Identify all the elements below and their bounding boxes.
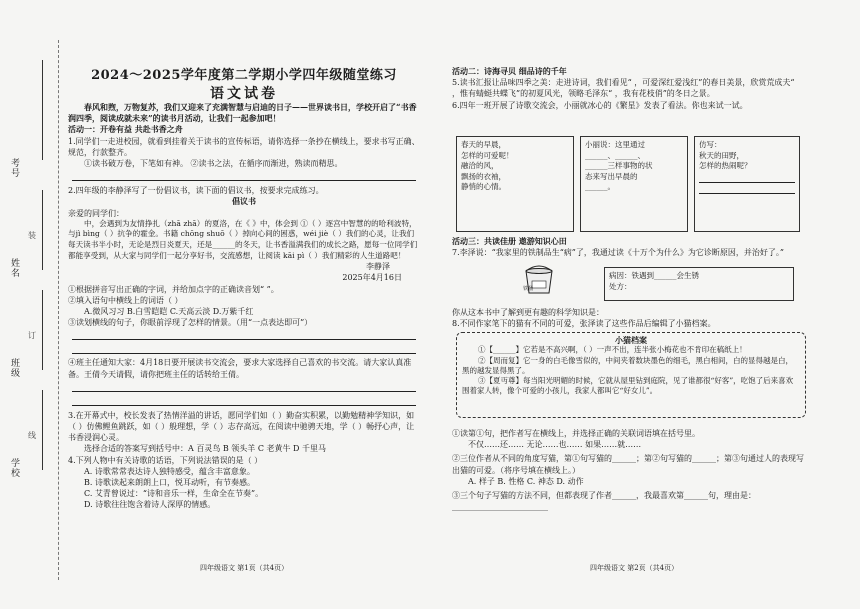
answer-line[interactable] — [72, 394, 416, 406]
diagnosis-prescription: 处方： — [609, 281, 632, 291]
question-4: 4.下列人物中有关诗歌的话语，下列说法错误的是（ ） — [68, 455, 263, 465]
cat-question-1: ①读第①句，把作者写在横线上，并选择正确的关联词语填在括号里。 — [452, 429, 700, 438]
intro-paragraph: 春风和煦，万物复苏，我们又迎来了充满智慧与启迪的日子——世界读书日，学校开启了“书香润四季，阅读成就未来”的读书月活动，让我们一起参加吧！ — [68, 102, 417, 124]
seal-char: 订 — [28, 331, 36, 340]
question-2-2: ②填入语句中横线上的词语（ ） — [68, 295, 183, 305]
binding-write-line — [42, 390, 43, 470]
answer-line[interactable] — [72, 328, 416, 340]
right-page-section-3 — [452, 236, 804, 258]
binding-label-school: 学校 — [9, 458, 19, 478]
answer-line[interactable] — [72, 342, 416, 354]
right-page-section-4 — [452, 307, 804, 329]
question-7-science: 你从这本书中了解到更有趣的科学知识是： — [452, 308, 604, 317]
poem-line: 静悄的心情。 — [461, 182, 506, 191]
subject-title: 语文试卷 — [210, 86, 278, 102]
xiaoli-line[interactable]: ______三样事物的状 — [585, 161, 653, 170]
question-2-3: ③读划横线的句子，你眼前浮现了怎样的情景。（用“一点表达即可”） — [68, 318, 313, 328]
answer-line[interactable] — [72, 169, 416, 181]
question-2: 2.四年级的李静泽写了一份倡议书，读下面的倡议书，按要求完成练习。 — [68, 186, 324, 196]
cat-question-3: ③三个句子写猫的方法不同，但都表现了作者______，我最喜欢第______句，理由是：________________________ — [452, 491, 756, 512]
question-4-option: C. 艾青曾说过：“诗和音乐一样，生命全在节奏”。 — [84, 489, 264, 499]
question-1-options: ①读书破万卷，下笔如有神。 ②读书之法，在循序而渐进，熟读而精思。 — [84, 159, 343, 169]
question-4-option: A. 诗歌常常表达诗人独特感受，蕴含丰富意象。 — [84, 466, 255, 476]
xiaoli-line[interactable]: ______、______、 — [585, 150, 645, 160]
answer-line[interactable] — [699, 183, 795, 194]
letter-greeting: 亲爱的同学们： — [68, 208, 124, 218]
activity-3-heading: 活动三：共读佳册 遨游知识心田 — [452, 236, 567, 246]
binding-label-class: 班级 — [9, 358, 19, 378]
cat-question-2-options: A. 样子 B. 性格 C. 神态 D. 动作 — [468, 476, 584, 486]
binding-margin — [0, 40, 59, 580]
letter-body: 中，会遇到为友情挣扎（zhā zhā）的夏洛，在《 》中，体会到 ①（ ）逐宫中智慧的的哈利波特，与jì bìng（ ）抗争的霍金。书籍 chōng shuō（ ）掉向心间的困惑，wéi jiè（ ）我们的心灵，让我们每天读书半小时，无论是烈日炎夏天，还是______的冬天，让书香溢满我们的成长之路，愿每一位同学们都能享受到，从大家与同学们一起分享好书，交流感想，让阅读 kāi pì（ ）我们精彩的人生道路吧！ — [68, 218, 418, 260]
cat-entry-2: ②【周而复】它一身的白毛像雪似的，中间夹着数块墨色的细毛，黑白相间，白的显得越是白，黑的越发显得黑了。 — [462, 355, 793, 375]
right-page — [452, 66, 804, 111]
binding-label-name: 姓名 — [9, 258, 19, 278]
question-4-option: D. 诗歌往往饱含着诗人深厚的情感。 — [84, 500, 216, 510]
poem-box — [456, 136, 574, 232]
question-3-options: 选择合适的答案写到括号中：A 百灵鸟 B 领头羊 C 老黄牛 D 千里马 — [84, 444, 326, 454]
seal-char: 线 — [28, 431, 36, 440]
question-6: 6.四年一班开展了诗歌交流会，小丽就冰心的《繁星》发表了看法。你也来试一试。 — [452, 100, 748, 110]
question-2-4: ④班主任通知大家：4月18日要开展读书交流会，要求大家选择自己喜欢的书交流。请大家认真准备。王倩今天请假，请你把班主任的话转给王倩。 — [68, 358, 412, 379]
binding-label-exam-number: 考号 — [9, 158, 19, 178]
question-3: 3.在开幕式中，校长发表了热情洋溢的讲话，愿同学们如（ ）勤奋实积累，以勤勉精神学知识，如（ ）仿佛鲤鱼跳跃，如（ ）般理想，学（ ）志存高远，在阅读中驰骋天地，学（ ）畅抒心声，让书香浸润心灵。 — [68, 410, 415, 443]
binding-write-line — [42, 290, 43, 370]
letter-title: 倡议书 — [232, 196, 256, 207]
xiaoli-line[interactable]: ______。 — [585, 182, 615, 191]
binding-write-line — [42, 190, 43, 270]
cat-profile-title: 小猫档案 — [615, 335, 647, 345]
cat-entry-3: ③【夏丏尊】每当阳光明媚的时候，它就从屋里钻到庭院，见了谁都很“好客”，吃饱了后来喜欢围着家人转，像个可爱的小孩儿，我家人都叫它“好女儿”。 — [462, 376, 794, 396]
seal-char: 装 — [28, 231, 36, 240]
letter-signature: 李静泽 — [366, 262, 390, 272]
poem-line: 怎样的可爱呢！ — [461, 150, 514, 160]
imitation-line: 秋天的田野， — [699, 150, 744, 160]
left-page-footer: 四年级语文 第1页（共4页） — [200, 564, 289, 572]
activity-1-heading: 活动一：开卷有益 共赴书香之舟 — [68, 124, 183, 135]
left-page — [68, 102, 420, 511]
imitation-writing-box[interactable] — [694, 136, 800, 232]
cat-profile-card — [456, 332, 806, 418]
imitation-line: 仿写： — [699, 140, 722, 149]
imitation-line: 怎样的热闹呢？ — [699, 161, 752, 170]
letter-date: 2025年4月16日 — [342, 273, 402, 283]
question-2-1: ①根据拼音写出正确的字词，并给加点字的正确读音划“ ”。 — [68, 284, 279, 294]
poem-line: 春天的早晨， — [461, 140, 506, 149]
poem-line: 飘扬的衣袖， — [461, 171, 506, 181]
right-page-section-5 — [452, 428, 804, 512]
bucket-label: 铁桶 — [523, 286, 534, 292]
poem-line: 融洽的风， — [461, 161, 499, 170]
question-7: 7.李泽说：“我家里的铁制品生“病”了，我通过读《十万个为什么》为它诊断原因，并治好了。” — [452, 248, 784, 258]
exam-title: 2024～2025学年度第二学期小学四年级随堂练习 — [91, 68, 397, 83]
xiaoli-line: 态来写出早晨的 — [585, 171, 638, 181]
question-1: 1.同学们一走进校园，就看到挂着关于读书的宣传标语，请你选择一条抄在横线上，要求书写正确、规范，行款整齐。 — [68, 136, 420, 157]
answer-line[interactable] — [699, 172, 795, 183]
right-page-footer: 四年级语文 第2页（共4页） — [590, 564, 679, 572]
cat-question-2: ②三位作者从不同的角度写猫，第①句写猫的______；第②句写猫的______；第③句通过人的表现写出猫的可爱。（将序号填在横线上。） — [452, 454, 804, 475]
xiaoli-line: 小丽说：这里通过 — [585, 140, 645, 149]
xiaoli-comment-box — [580, 136, 688, 232]
activity-2-heading: 活动二：诗海寻贝 细品诗的千年 — [452, 66, 567, 76]
diagnosis-box[interactable] — [604, 267, 794, 301]
question-5: 5.读书汇报让品味四季之美：走进诗词，我们看见“ ，可爱深红爱浅红”的春日美景，欣赏荒成夫“ ，惟有蜻蜓共蝶飞”的初夏风光，领略毛泽东“ ，我有花枝俏”的冬日之景。 — [452, 78, 795, 99]
question-2-2-options: A.微风习习 B.白雪皑皑 C.天高云淡 D.万紫千红 — [84, 307, 254, 317]
question-4-option: B. 诗歌读起来朗朗上口，悦耳动听，有节奏感。 — [84, 478, 255, 488]
cat-question-1-options: 不仅……还…… 无论……也…… 如果……就…… — [468, 440, 642, 450]
question-8: 8.不同作家笔下的猫有不同的可爱，张泽读了这些作品后编辑了小猫档案。 — [452, 319, 716, 329]
cat-entry-1: ①【______】它若是不高兴啊，（ ）一声不出，连半张小梅花也不肯印在稿纸上！ — [478, 345, 747, 355]
diagnosis-cause: 病因：铁遇到______会生锈 — [609, 271, 699, 280]
binding-write-line — [42, 60, 43, 160]
answer-line[interactable] — [72, 380, 416, 392]
